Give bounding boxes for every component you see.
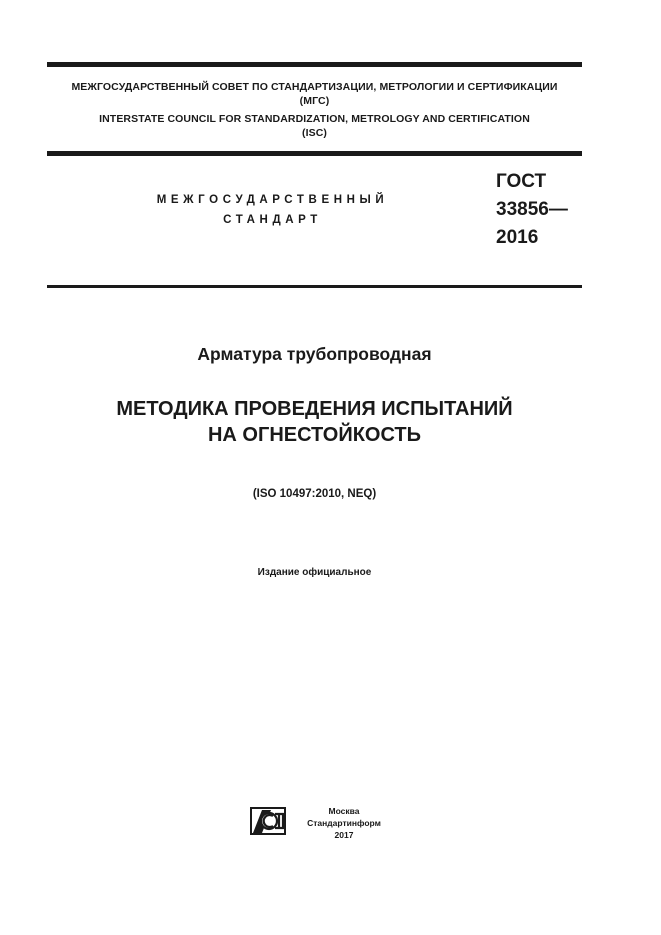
council-name-ru: МЕЖГОСУДАРСТВЕННЫЙ СОВЕТ ПО СТАНДАРТИЗАЦИИ, МЕТРОЛОГИИ И СЕРТИФИКАЦИИ bbox=[71, 81, 558, 93]
gost-label: ГОСТ bbox=[496, 171, 547, 192]
edition-note: Издание официальное bbox=[257, 567, 372, 578]
document-title-line2: НА ОГНЕСТОЙКОСТЬ bbox=[207, 424, 422, 446]
council-name-en: INTERSTATE COUNCIL FOR STANDARDIZATION, METROLOGY AND CERTIFICATION bbox=[99, 113, 530, 125]
iso-reference: (ISO 10497:2010, NEQ) bbox=[252, 488, 377, 500]
bottom-rule bbox=[47, 285, 582, 288]
publisher-city: Москва bbox=[328, 806, 360, 816]
top-rule bbox=[47, 62, 582, 67]
publisher-name: Стандартинформ bbox=[307, 818, 381, 828]
council-abbr-ru: (МГС) bbox=[299, 95, 330, 107]
document-title-line1: МЕТОДИКА ПРОВЕДЕНИЯ ИСПЫТАНИЙ bbox=[116, 398, 513, 420]
gost-number: 33856— bbox=[496, 199, 568, 220]
standartinform-logo-icon bbox=[249, 806, 287, 836]
gost-year: 2016 bbox=[496, 227, 539, 248]
middle-rule bbox=[47, 151, 582, 156]
standard-type-line2: СТАНДАРТ bbox=[223, 214, 322, 226]
product-name: Арматура трубопроводная bbox=[197, 344, 432, 364]
standard-type-line1: МЕЖГОСУДАРСТВЕННЫЙ bbox=[156, 194, 389, 206]
publication-year: 2017 bbox=[334, 830, 354, 840]
council-abbr-en: (ISC) bbox=[302, 127, 327, 139]
